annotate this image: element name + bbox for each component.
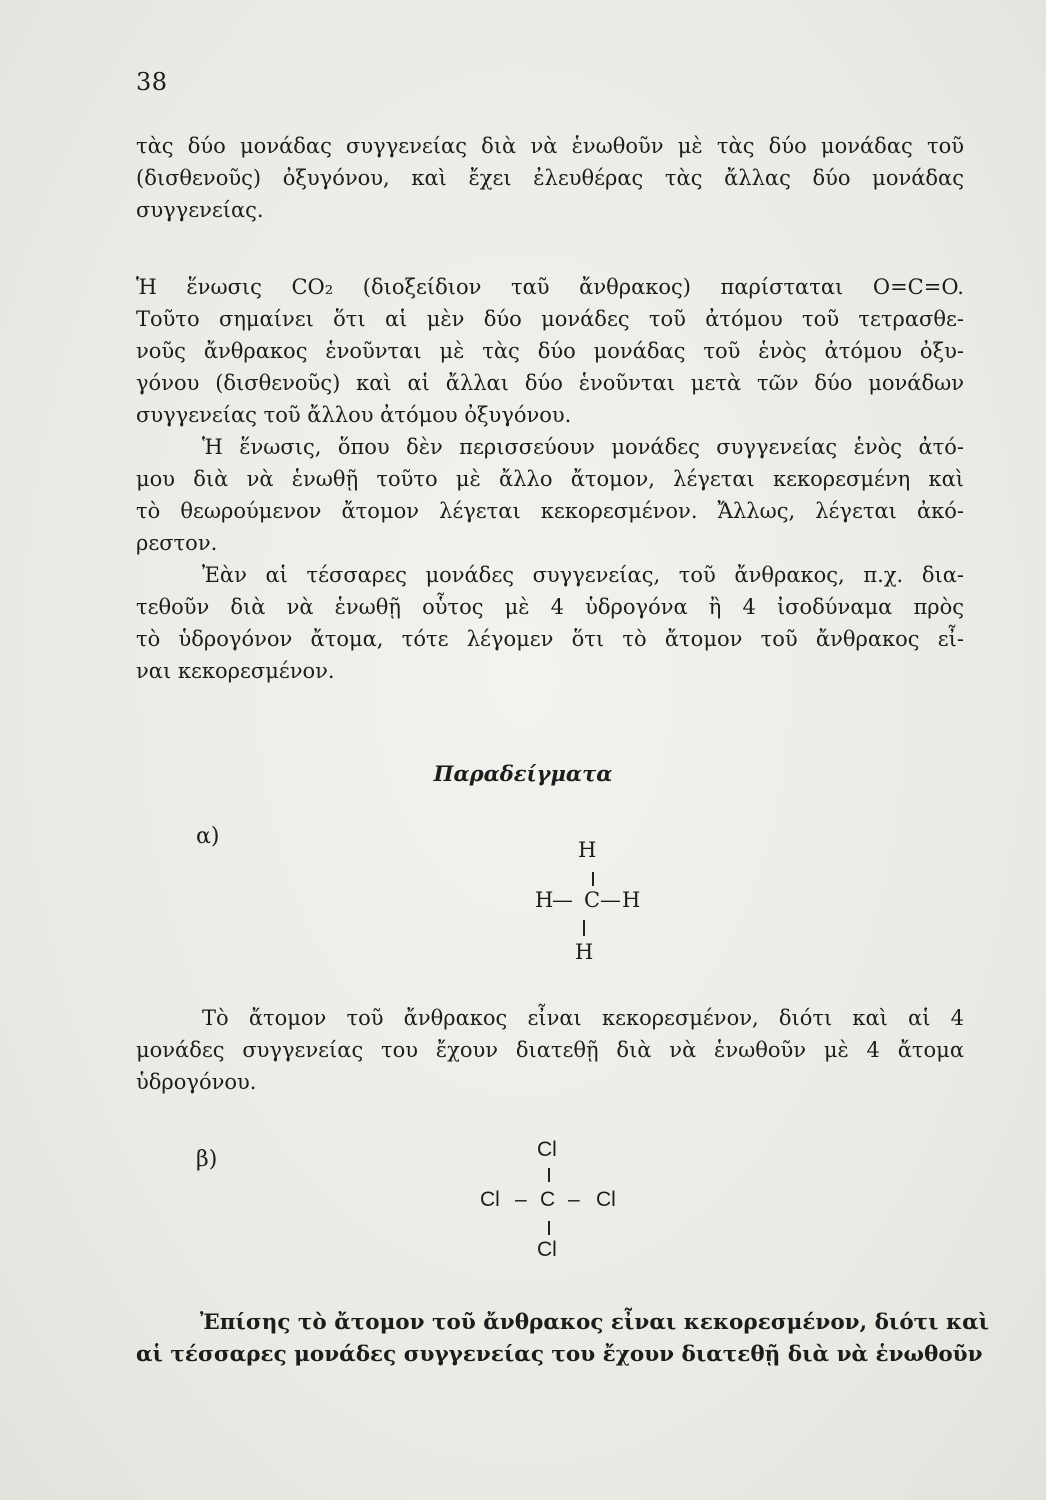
formula-bond-left: — xyxy=(552,888,573,912)
formula-atom-top: Cl xyxy=(537,1138,557,1161)
text-line: τὰς δύο μονάδας συγγενείας διὰ νὰ ἑνωθοῦν μὲ τὰς δύο μονάδας τοῦ xyxy=(136,134,964,158)
text-line: ὑδρογόνου. xyxy=(136,1070,257,1094)
formula-atom-right: H xyxy=(622,888,641,912)
text-line: τὸ θεωρούμενον ἄτομον λέγεται κεκορεσμένον. Ἄλλως, λέγεται ἀκό- xyxy=(136,499,964,523)
formula-atom-left: H xyxy=(535,888,554,912)
bond-bottom xyxy=(548,1221,550,1235)
example-a-label: α) xyxy=(196,824,220,849)
paragraph-3 xyxy=(136,1002,964,1098)
bond-top xyxy=(592,872,594,886)
paragraph-2 xyxy=(136,271,964,687)
formula-atom-right: Cl xyxy=(596,1188,616,1211)
text-line: ναι κεκορεσμένον. xyxy=(136,659,335,683)
text-line: αἱ τέσσαρες μονάδες συγγενείας του ἔχουν διατεθῇ διὰ νὰ ἑνωθοῦν xyxy=(136,1342,983,1367)
text-line: ρεστον. xyxy=(136,531,218,555)
example-b-label: β) xyxy=(196,1147,218,1172)
text-line: μου διὰ νὰ ἑνωθῇ τοῦτο μὲ ἄλλο ἄτομον, λέγεται κεκορεσμένη καὶ xyxy=(136,467,964,491)
text-line: μονάδες συγγενείας του ἔχουν διατεθῇ διὰ νὰ ἑνωθοῦν μὲ 4 ἄτομα xyxy=(136,1038,964,1062)
formula-atom-left: Cl xyxy=(480,1188,500,1211)
formula-atom-top: H xyxy=(578,838,597,862)
text-line: Ἐὰν αἱ τέσσαρες μονάδες συγγενείας, τοῦ ἄνθρακος, π.χ. δια- xyxy=(202,563,964,587)
bond-top xyxy=(548,1168,550,1182)
text-line: Τοῦτο σημαίνει ὅτι αἱ μὲν δύο μονάδες τοῦ ἀτόμου τοῦ τετρασθε- xyxy=(136,307,964,331)
formula-atom-bottom: Cl xyxy=(537,1238,557,1261)
page-number: 38 xyxy=(136,68,168,96)
paragraph-1 xyxy=(136,130,964,226)
text-line: συγγενείας. xyxy=(136,198,264,222)
formula-bond-right: – xyxy=(568,1188,580,1211)
text-line: Ἡ ἕνωσις, ὅπου δὲν περισσεύουν μονάδες συγγενείας ἑνὸς ἀτό- xyxy=(202,435,964,459)
paragraph-4 xyxy=(136,1307,990,1371)
text-line: τεθοῦν διὰ νὰ ἑνωθῇ οὗτος μὲ 4 ὑδρογόνα ἢ 4 ἰσοδύναμα πρὸς xyxy=(136,595,964,619)
formula-bond-right: — xyxy=(600,888,621,912)
examples-heading: Παραδείγματα xyxy=(433,761,613,786)
formula-atom-center: C xyxy=(540,1188,556,1211)
text-line: γόνου (δισθενοῦς) καὶ αἱ ἄλλαι δύο ἑνοῦνται μετὰ τῶν δύο μονάδων xyxy=(136,371,964,395)
text-line: τὸ ὑδρογόνον ἄτομα, τότε λέγομεν ὅτι τὸ ἄτομον τοῦ ἄνθρακος εἶ- xyxy=(136,627,964,651)
text-line: νοῦς ἄνθρακος ἑνοῦνται μὲ τὰς δύο μονάδας τοῦ ἑνὸς ἀτόμου ὀξυ- xyxy=(136,339,964,363)
text-line: (δισθενοῦς) ὀξυγόνου, καὶ ἔχει ἐλευθέρας τὰς ἄλλας δύο μονάδας xyxy=(136,166,964,190)
formula-atom-center: C xyxy=(584,888,601,912)
text-line: Ἡ ἕνωσις CO₂ (διοξείδιον ταῦ ἄνθρακος) παρίσταται O=C=O. xyxy=(136,275,964,299)
text-line: Τὸ ἄτομον τοῦ ἄνθρακος εἶναι κεκορεσμένον, διότι καὶ αἱ 4 xyxy=(202,1006,964,1030)
bond-bottom xyxy=(583,920,585,936)
text-line: συγγενείας τοῦ ἄλλου ἀτόμου ὀξυγόνου. xyxy=(136,403,572,427)
formula-atom-bottom: H xyxy=(575,940,594,964)
formula-bond-left: – xyxy=(515,1188,527,1211)
text-line: Ἐπίσης τὸ ἄτομον τοῦ ἄνθρακος εἶναι κεκορεσμένον, διότι καὶ xyxy=(200,1310,990,1335)
